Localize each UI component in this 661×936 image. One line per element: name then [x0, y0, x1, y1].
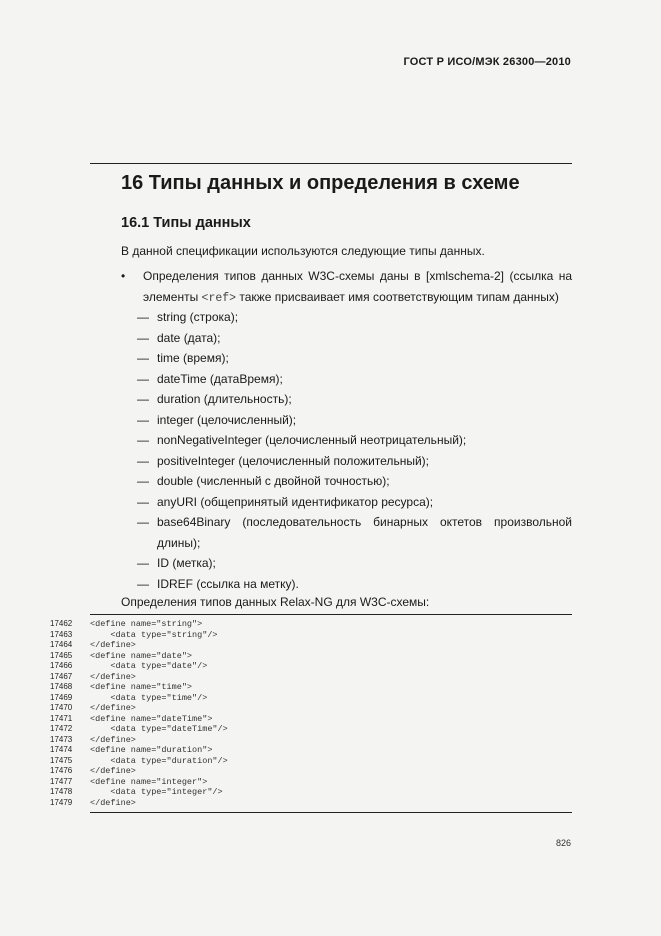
- intro-paragraph: В данной спецификации используются следующие типы данных.: [121, 244, 485, 258]
- line-number: 17476: [50, 766, 73, 775]
- data-type-text: duration (длительность);: [157, 392, 292, 406]
- data-type-text: nonNegativeInteger (целочисленный неотрицательный);: [157, 433, 467, 447]
- code-text: </define>: [90, 640, 136, 650]
- dash-marker: —: [137, 433, 149, 447]
- code-line: [50, 745, 572, 756]
- page-number: 826: [555, 838, 571, 848]
- standard-header: ГОСТ Р ИСО/МЭК 26300—2010: [403, 56, 571, 68]
- line-number: 17475: [50, 755, 73, 765]
- code-line: [50, 630, 572, 641]
- code-text: </define>: [90, 797, 136, 808]
- line-number: 17473: [50, 734, 73, 744]
- data-type-item: [137, 307, 572, 328]
- code-bottom-rule: [90, 812, 572, 813]
- line-number: 17474: [50, 745, 73, 754]
- code-line: [50, 766, 572, 777]
- data-type-text: double (численный с двойной точностью);: [157, 474, 390, 488]
- code-line: [50, 703, 572, 714]
- dash-marker: —: [137, 474, 149, 488]
- data-type-item: [137, 430, 572, 451]
- dash-marker: —: [137, 494, 149, 509]
- dash-marker: —: [137, 310, 149, 324]
- data-type-text: integer (целочисленный);: [157, 412, 297, 427]
- data-type-item: [137, 369, 572, 390]
- code-text: <define name="dateTime">: [90, 713, 213, 724]
- dash-marker: —: [137, 351, 149, 365]
- data-type-item: [137, 574, 572, 595]
- code-line: [50, 619, 572, 630]
- code-text: </define>: [90, 671, 136, 682]
- section-divider: [90, 163, 572, 164]
- code-line: [50, 682, 572, 693]
- data-type-text: ID (метка);: [157, 556, 216, 570]
- line-number: 17470: [50, 703, 73, 712]
- data-type-item: [137, 512, 572, 553]
- code-text: </define>: [90, 734, 136, 745]
- ref-element-code: <ref>: [201, 291, 237, 305]
- bullet-text: [143, 266, 572, 309]
- data-type-item: [137, 471, 572, 492]
- code-line: [50, 798, 572, 809]
- dash-marker: —: [137, 412, 149, 427]
- dash-marker: —: [137, 330, 149, 345]
- bullet-item: [121, 266, 572, 309]
- code-line: [50, 661, 572, 672]
- line-number: 17463: [50, 629, 73, 639]
- code-line: [50, 672, 572, 683]
- code-line: [50, 714, 572, 725]
- code-text: <define name="integer">: [90, 776, 208, 787]
- line-number: 17467: [50, 671, 73, 681]
- code-text: <data type="duration"/>: [90, 755, 228, 766]
- code-text: <data type="date"/>: [90, 661, 208, 671]
- code-text: <define name="date">: [90, 650, 193, 661]
- line-number: 17478: [50, 787, 73, 796]
- line-number: 17469: [50, 692, 73, 702]
- code-line: [50, 651, 572, 662]
- bullet-text-after: также присваивает имя соответствующим типам данных): [236, 289, 559, 304]
- line-number: 17479: [50, 797, 73, 807]
- dash-marker: —: [137, 515, 149, 529]
- line-number: 17462: [50, 619, 73, 628]
- dash-marker: —: [137, 453, 149, 468]
- data-type-item: [137, 451, 572, 472]
- bullet-marker: •: [121, 269, 126, 283]
- data-type-item: [137, 328, 572, 349]
- data-type-text: IDREF (ссылка на метку).: [157, 576, 299, 591]
- code-line: [50, 777, 572, 788]
- code-text: <define name="duration">: [90, 745, 213, 755]
- data-types-list: [137, 307, 572, 594]
- code-text: <data type="time"/>: [90, 692, 208, 703]
- code-text: <data type="dateTime"/>: [90, 724, 228, 734]
- line-number: 17477: [50, 776, 73, 786]
- code-line: [50, 693, 572, 704]
- data-type-item: [137, 410, 572, 431]
- data-type-item: [137, 389, 572, 410]
- code-line: [50, 735, 572, 746]
- data-type-text: base64Binary (последовательность бинарных октетов произвольной длины);: [157, 515, 572, 550]
- code-text: </define>: [90, 703, 136, 713]
- subsection-title: 16.1 Типы данных: [121, 215, 251, 231]
- code-text: <define name="time">: [90, 682, 193, 692]
- dash-marker: —: [137, 556, 149, 570]
- bullet-text-before: Определения типов данных W3C-схемы даны в [xmlschema-2] (ссылка на элементы: [143, 269, 572, 304]
- code-text: <define name="string">: [90, 619, 203, 629]
- data-type-text: time (время);: [157, 351, 229, 365]
- code-top-rule: [90, 614, 572, 615]
- code-line: [50, 640, 572, 651]
- data-type-text: date (дата);: [157, 330, 221, 345]
- data-type-text: string (строка);: [157, 310, 239, 324]
- data-type-text: positiveInteger (целочисленный положительный);: [157, 453, 429, 468]
- code-text: <data type="string"/>: [90, 629, 218, 640]
- code-line: [50, 724, 572, 735]
- relax-ng-intro: Определения типов данных Relax-NG для W3C-схемы:: [121, 595, 430, 609]
- data-type-text: dateTime (датаВремя);: [157, 371, 283, 386]
- line-number: 17468: [50, 682, 73, 691]
- code-text: </define>: [90, 766, 136, 776]
- line-number: 17465: [50, 650, 73, 660]
- code-line: [50, 756, 572, 767]
- data-type-item: [137, 348, 572, 369]
- data-type-item: [137, 553, 572, 574]
- section-title: 16 Типы данных и определения в схеме: [121, 172, 520, 194]
- data-type-item: [137, 492, 572, 513]
- code-line: [50, 787, 572, 798]
- line-number: 17472: [50, 724, 73, 733]
- dash-marker: —: [137, 371, 149, 386]
- code-listing: [50, 619, 572, 808]
- data-type-text: anyURI (общепринятый идентификатор ресурса);: [157, 494, 434, 509]
- line-number: 17471: [50, 713, 73, 723]
- dash-marker: —: [137, 392, 149, 406]
- line-number: 17466: [50, 661, 73, 670]
- line-number: 17464: [50, 640, 73, 649]
- code-text: <data type="integer"/>: [90, 787, 223, 797]
- dash-marker: —: [137, 576, 149, 591]
